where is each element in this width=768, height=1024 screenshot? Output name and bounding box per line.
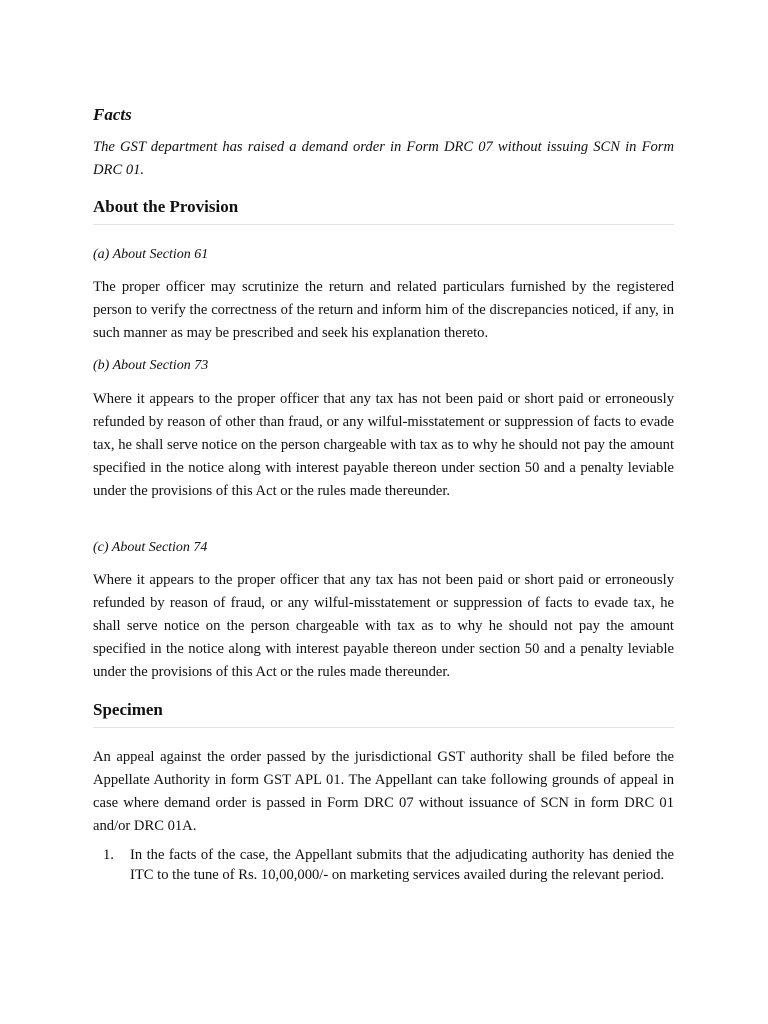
- facts-text: The GST department has raised a demand order in Form DRC 07 without issuing SCN in Form DRC 01.: [93, 139, 674, 178]
- section-61-label: (a) About Section 61: [93, 247, 209, 262]
- section-73-text: Where it appears to the proper officer that any tax has not been paid or short paid or erroneously refunded by reason of other than fraud, or any wilful-misstatement or suppression of facts to evade tax, he shall serve notice on the person chargeable with tax as to why he should not pay the amount specified in the notice along with interest payable thereon under section 50 and a penalty leviable under the provisions of this Act or the rules made thereunder.: [93, 391, 674, 500]
- specimen-heading: Specimen: [93, 699, 674, 728]
- list-item: [93, 846, 674, 885]
- section-74-label: (c) About Section 74: [93, 540, 208, 555]
- section-61-text: The proper officer may scrutinize the return and related particulars furnished by the registered person to verify the correctness of the return and inform him of the discrepancies noticed, if any, in such manner as may be prescribed and seek his explanation thereto.: [93, 279, 674, 342]
- section-73-label: (b) About Section 73: [93, 358, 209, 373]
- facts-heading: Facts: [93, 105, 132, 124]
- grounds-list: [93, 846, 674, 885]
- section-74-text: Where it appears to the proper officer that any tax has not been paid or short paid or erroneously refunded by reason of fraud, or any wilful-misstatement or suppression of facts to evade tax, he shall serve notice on the person chargeable with tax as to why he should not pay the amount specified in the notice along with interest payable thereon under section 50 and a penalty leviable under the provisions of this Act or the rules made thereunder.: [93, 572, 674, 681]
- provision-heading: About the Provision: [93, 196, 674, 225]
- specimen-intro: An appeal against the order passed by the jurisdictional GST authority shall be filed before the Appellate Authority in form GST APL 01. The Appellant can take following grounds of appeal in case where demand order is passed in Form DRC 07 without issuance of SCN in form DRC 01 and/or DRC 01A.: [93, 749, 674, 835]
- list-item-number: 1.: [103, 847, 114, 863]
- list-item-text: In the facts of the case, the Appellant submits that the adjudicating authority has denied the ITC to the tune of Rs. 10,00,000/- on marketing services availed during the relevant period.: [130, 847, 674, 883]
